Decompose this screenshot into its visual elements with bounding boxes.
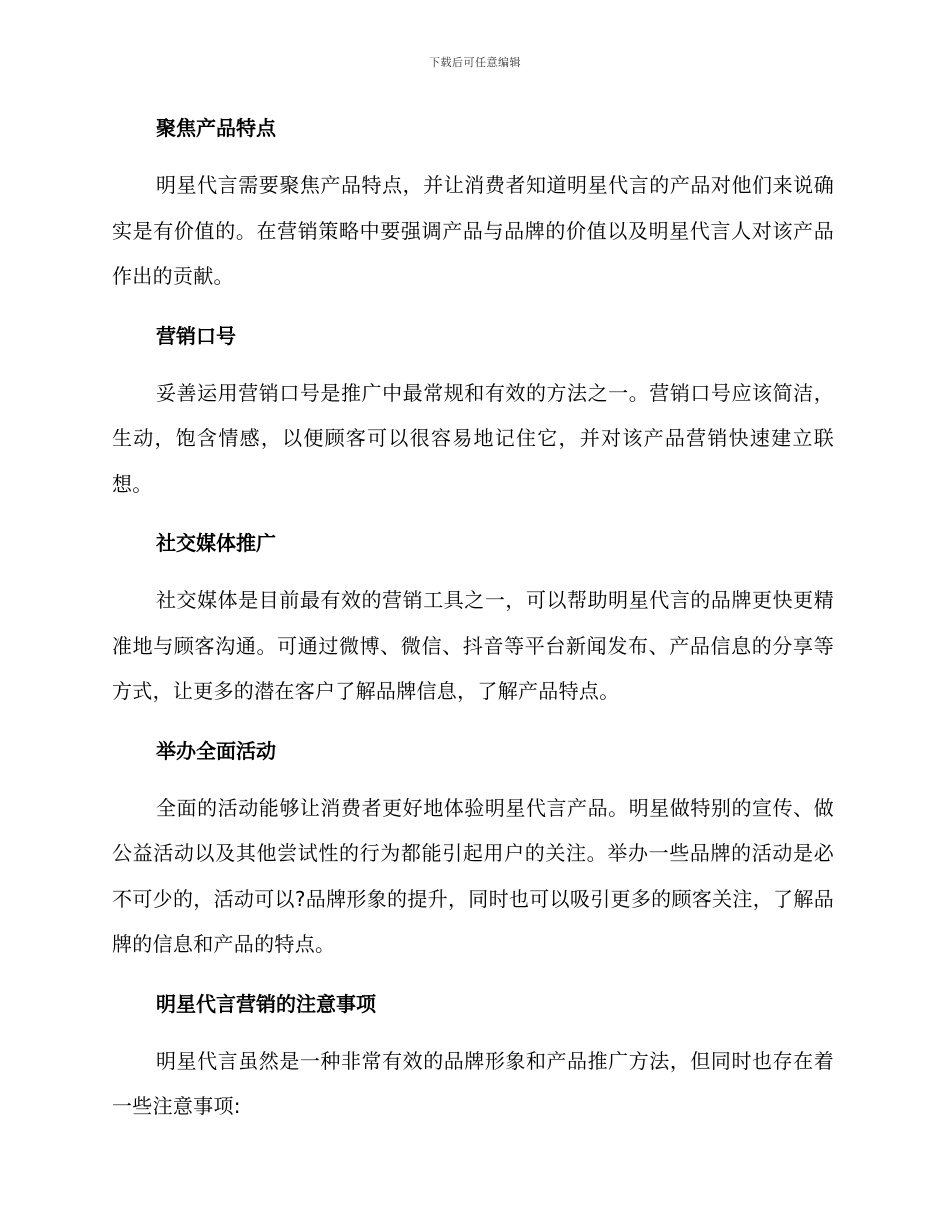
section-paragraph: 社交媒体是目前最有效的营销工具之一，可以帮助明星代言的品牌更快更精准地与顾客沟通。可通过微博、微信、抖音等平台新闻发布、产品信息的分享等方式，让更多的潜在客户了解品牌信息，了解产品特点。 xyxy=(112,588,834,703)
section-product-features xyxy=(112,106,834,300)
section-paragraph: 明星代言虽然是一种非常有效的品牌形象和产品推广方法，但同时也存在着一些注意事项: xyxy=(112,1048,834,1118)
section-heading: 聚焦产品特点 xyxy=(156,116,276,140)
section-paragraph: 明星代言需要聚焦产品特点，并让消费者知道明星代言的产品对他们来说确实是有价值的。在营销策略中要强调产品与品牌的价值以及明星代言人对该产品作出的贡献。 xyxy=(112,173,834,288)
document-body xyxy=(112,106,834,1144)
section-heading: 明星代言营销的注意事项 xyxy=(156,991,376,1016)
section-events xyxy=(112,729,834,968)
section-heading: 举办全面活动 xyxy=(156,738,276,763)
page-header: 下载后可任意编辑 xyxy=(429,56,521,69)
section-precautions xyxy=(112,982,834,1130)
section-paragraph: 妥善运用营销口号是推广中最常规和有效的方法之一。营销口号应该简洁，生动，饱含情感，以便顾客可以很容易地记住它，并对该产品营销快速建立联想。 xyxy=(112,380,834,496)
section-paragraph: 全面的活动能够让消费者更好地体验明星代言产品。明星做特别的宣传、做公益活动以及其他尝试性的行为都能引起用户的关注。举办一些品牌的活动是必不可少的，活动可以?品牌形象的提升，同时也可以吸引更多的顾客关注，了解品牌的信息和产品的特点。 xyxy=(112,795,834,956)
section-heading: 社交媒体推广 xyxy=(156,531,276,555)
section-slogan xyxy=(112,314,834,508)
section-heading: 营销口号 xyxy=(156,323,236,348)
section-social-media xyxy=(112,521,834,715)
